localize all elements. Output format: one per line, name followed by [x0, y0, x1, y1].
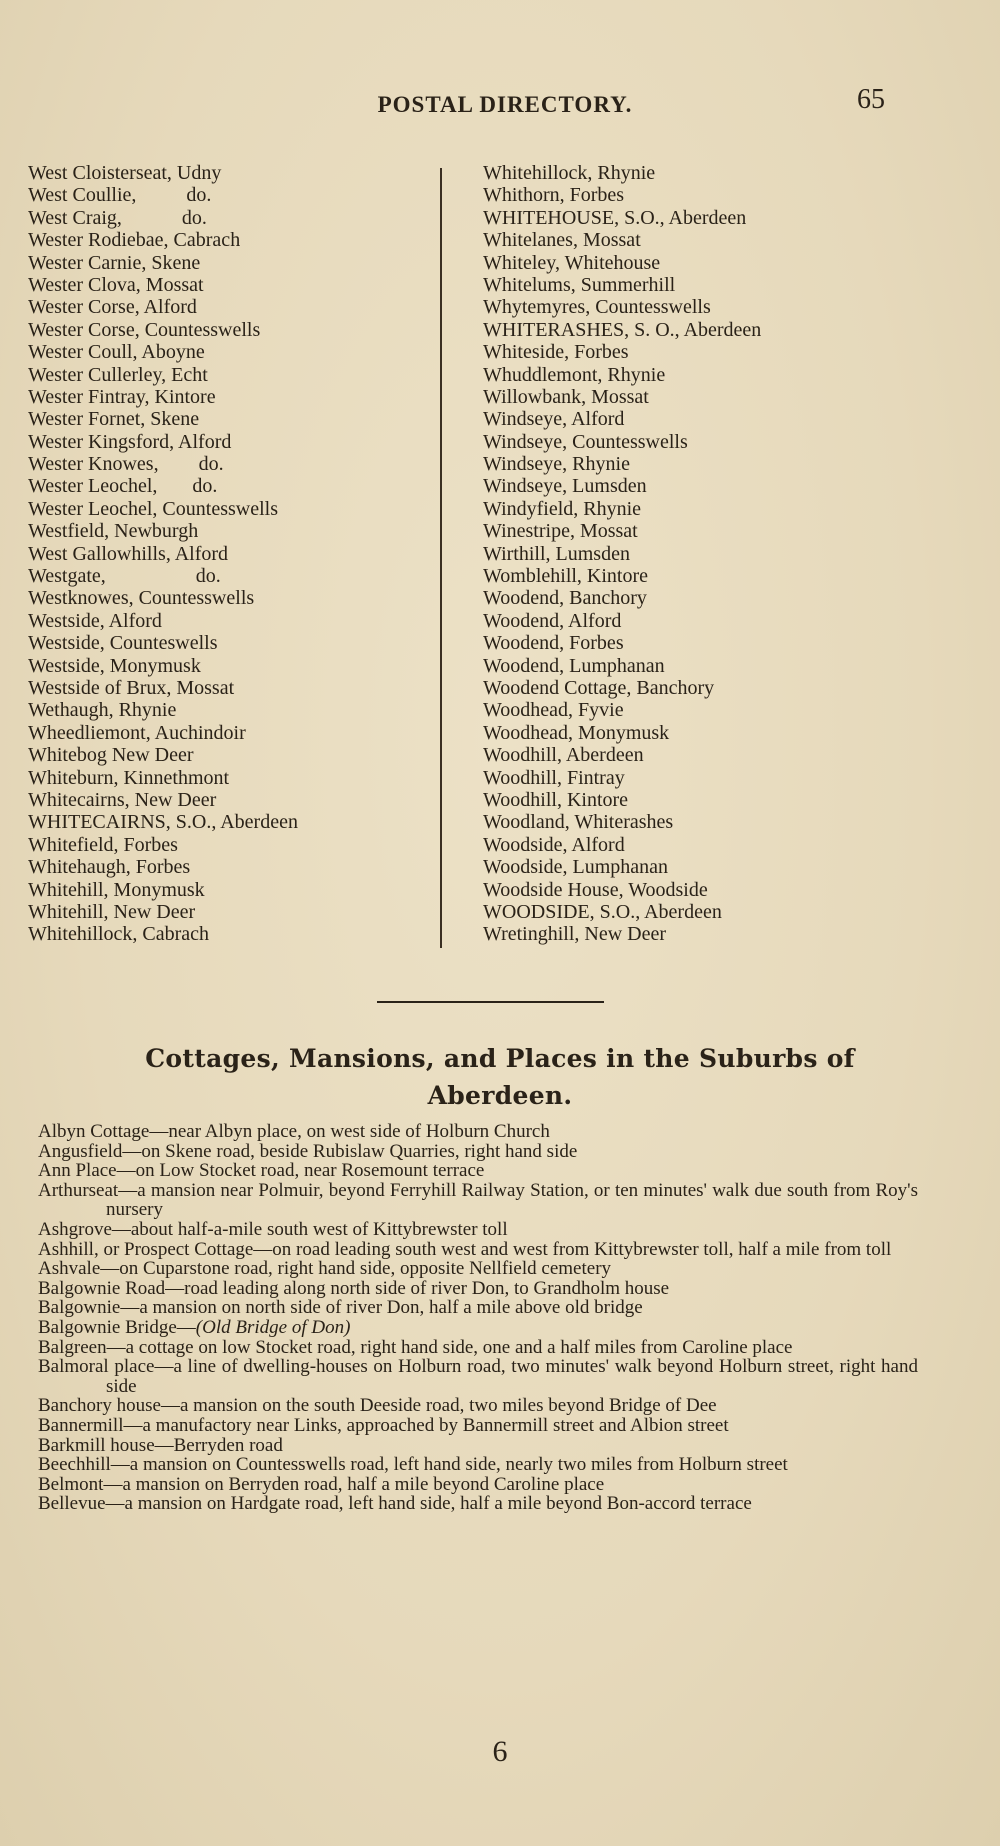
directory-entry: Westfield, Newburgh: [28, 520, 199, 543]
directory-entry: Whitelums, Summerhill: [483, 273, 676, 296]
suburb-entry: [38, 1357, 918, 1396]
suburb-entry-text: Balmoral place—a line of dwelling-houses on Holburn road, two minutes' walk beyond Holburn street, right hand side: [38, 1356, 918, 1397]
directory-entry: Whitebog New Deer: [28, 744, 194, 767]
suburb-entry: [38, 1161, 918, 1181]
directory-entry: Windseye, Lumsden: [483, 475, 647, 498]
directory-entry: Wester Leochel, Countesswells: [28, 497, 278, 520]
suburb-entry: [38, 1220, 918, 1240]
suburb-entry-text: Balgownie Road—road leading along north side of river Don, to Grandholm house: [38, 1277, 670, 1299]
directory-entry: Whithorn, Forbes: [483, 184, 625, 207]
directory-entry: West Cloisterseat, Udny: [28, 162, 222, 184]
suburb-entry-text: Albyn Cottage—near Albyn place, on west side of Holburn Church: [38, 1121, 550, 1142]
suburb-entry-text: Balgreen—a cottage on low Stocket road, right hand side, one and a half miles from Caroline place: [38, 1336, 793, 1358]
directory-entry: Winestripe, Mossat: [483, 520, 638, 543]
suburb-entry: [38, 1338, 918, 1358]
directory-entry: Woodhead, Fyvie: [483, 699, 624, 722]
suburb-entry: [38, 1494, 918, 1514]
suburb-entry-text: Beechhill—a mansion on Countesswells road, left hand side, nearly two miles from Holburn street: [38, 1454, 788, 1476]
directory-entry: Wester Clova, Mossat: [28, 273, 204, 296]
directory-entry: Westgate, do.: [28, 565, 221, 588]
directory-entry: Woodside House, Woodside: [483, 878, 708, 901]
directory-entry: Whitehillock, Cabrach: [28, 923, 210, 946]
suburb-entry-text: Balgownie—a mansion on north side of river Don, half a mile above old bridge: [38, 1297, 643, 1319]
directory-entry: Wester Carnie, Skene: [28, 251, 201, 274]
suburb-entry: [38, 1416, 918, 1436]
directory-entry: West Coullie, do.: [28, 184, 212, 207]
directory-entry: Woodend, Forbes: [483, 632, 624, 655]
suburb-entry-italic: (Old Bridge of Don): [195, 1316, 351, 1338]
suburb-entry-text: Ann Place—on Low Stocket road, near Rosemount terrace: [38, 1160, 485, 1182]
right-column: [483, 162, 963, 946]
directory-entry: Whitehillock, Rhynie: [483, 162, 656, 184]
directory-entry: West Gallowhills, Alford: [28, 542, 229, 565]
directory-entry: Wretinghill, New Deer: [483, 923, 667, 946]
directory-entry: Woodhill, Kintore: [483, 788, 629, 811]
directory-entry: Womblehill, Kintore: [483, 565, 649, 588]
suburb-entry: [38, 1240, 918, 1260]
suburb-entry: [38, 1181, 918, 1220]
directory-entry: WHITEHOUSE, S.O., Aberdeen: [483, 206, 747, 229]
directory-entry: Whitefield, Forbes: [28, 833, 178, 856]
directory-entry: Woodland, Whiterashes: [483, 811, 674, 834]
suburb-entry: [38, 1142, 918, 1162]
directory-entry: Whuddlemont, Rhynie: [483, 363, 666, 386]
directory-entry: Woodend, Alford: [483, 609, 622, 632]
suburb-entry-text: Banchory house—a mansion on the south Deeside road, two miles beyond Bridge of Dee: [38, 1395, 717, 1417]
suburb-entry: [38, 1436, 918, 1456]
directory-entry: Wester Cullerley, Echt: [28, 363, 208, 386]
signature-mark: 6: [492, 1735, 508, 1768]
directory-entry: Windyfield, Rhynie: [483, 497, 642, 520]
suburb-entry: [38, 1318, 918, 1338]
suburb-entry-text: Ashgrove—about half-a-mile south west of Kittybrewster toll: [38, 1218, 508, 1240]
suburb-entry: [38, 1259, 918, 1279]
directory-entry: Woodhill, Fintray: [483, 766, 625, 789]
column-divider: [440, 168, 442, 948]
directory-entry: Wester Corse, Countesswells: [28, 318, 261, 341]
directory-entry: Wester Fintray, Kintore: [28, 385, 216, 408]
section-heading: [0, 1040, 1000, 1114]
directory-entry: WHITERASHES, S. O., Aberdeen: [483, 318, 762, 341]
suburb-entry-text: Ashvale—on Cuparstone road, right hand side, opposite Nellfield cemetery: [38, 1258, 612, 1280]
section-heading-line1: Cottages, Mansions, and Places in the Suburbs of: [145, 1044, 855, 1073]
suburb-entry-text: Ashhill, or Prospect Cottage—on road leading south west and west from Kittybrewster toll, half a mile from toll: [38, 1238, 892, 1260]
directory-entry: Woodhill, Aberdeen: [483, 744, 644, 767]
directory-entry: Westside of Brux, Mossat: [28, 676, 235, 699]
directory-entry: Windseye, Alford: [483, 408, 625, 431]
suburb-entry-text: Belmont—a mansion on Berryden road, half a mile beyond Caroline place: [38, 1473, 605, 1495]
directory-entry: Wester Rodiebae, Cabrach: [28, 229, 241, 252]
directory-entry: Wester Kingsford, Alford: [28, 430, 232, 453]
suburb-entry: [38, 1298, 918, 1318]
directory-entry: Whiteside, Forbes: [483, 341, 629, 364]
directory-entry: Whitecairns, New Deer: [28, 788, 217, 811]
directory-entry: Wester Leochel, do.: [28, 475, 218, 498]
directory-entry: Whitehaugh, Forbes: [28, 856, 191, 879]
directory-entry: Woodend, Lumphanan: [483, 654, 665, 677]
directory-entry: Wester Corse, Alford: [28, 296, 197, 319]
left-column: [28, 162, 428, 946]
directory-entry: Whitehill, Monymusk: [28, 878, 205, 901]
suburb-entry-text: Barkmill house—Berryden road: [38, 1434, 283, 1456]
directory-entry: WOODSIDE, S.O., Aberdeen: [483, 900, 722, 923]
directory-entry: West Craig, do.: [28, 206, 207, 229]
directory-entry: Westside, Alford: [28, 609, 162, 632]
directory-entry: Woodside, Lumphanan: [483, 856, 669, 879]
directory-entry: Westside, Monymusk: [28, 654, 201, 677]
directory-entry: Whytemyres, Countesswells: [483, 296, 711, 319]
directory-entry: Whiteley, Whitehouse: [483, 251, 661, 274]
directory-entry: Westknowes, Countesswells: [28, 587, 255, 610]
page-header-title: POSTAL DIRECTORY.: [377, 92, 633, 117]
directory-entry: Westside, Counteswells: [28, 632, 218, 655]
directory-entry: Woodend Cottage, Banchory: [483, 676, 715, 699]
suburb-entry-text: Bellevue—a mansion on Hardgate road, left hand side, half a mile beyond Bon-accord terrace: [38, 1493, 752, 1515]
suburb-entry: [38, 1475, 918, 1495]
directory-entry: Whitehill, New Deer: [28, 900, 196, 923]
directory-entry: Woodhead, Monymusk: [483, 721, 670, 744]
directory-entry: Whitelanes, Mossat: [483, 229, 641, 252]
directory-entry: Wirthill, Lumsden: [483, 542, 630, 565]
directory-entry: Wethaugh, Rhynie: [28, 699, 177, 722]
suburb-entry: [38, 1455, 918, 1475]
directory-entry: Wheedliemont, Auchindoir: [28, 721, 246, 744]
suburb-entry: [38, 1122, 918, 1142]
directory-entry: WHITECAIRNS, S.O., Aberdeen: [28, 811, 298, 834]
suburbs-list: [38, 1122, 918, 1514]
directory-entry: Woodside, Alford: [483, 833, 625, 856]
directory-entry: Willowbank, Mossat: [483, 385, 649, 408]
section-divider: [377, 1001, 604, 1003]
section-heading-line2: Aberdeen.: [427, 1081, 573, 1110]
directory-entry: Whiteburn, Kinnethmont: [28, 766, 230, 789]
suburb-entry-text: Bannermill—a manufactory near Links, approached by Bannermill street and Albion street: [38, 1414, 729, 1436]
directory-entry: Wester Fornet, Skene: [28, 408, 200, 431]
directory-entry: Woodend, Banchory: [483, 587, 647, 610]
page-number: 65: [857, 84, 885, 115]
directory-entry: Windseye, Rhynie: [483, 453, 630, 476]
suburb-entry-text: Arthurseat—a mansion near Polmuir, beyond Ferryhill Railway Station, or ten minutes' walk due south from Roy's nursery: [38, 1179, 918, 1221]
suburb-entry-text: Balgownie Bridge—: [38, 1316, 196, 1338]
suburb-entry-text: Angusfield—on Skene road, beside Rubislaw Quarries, right hand side: [38, 1140, 578, 1162]
directory-entry: Wester Knowes, do.: [28, 453, 224, 476]
suburb-entry: [38, 1279, 918, 1299]
directory-entry: Wester Coull, Aboyne: [28, 341, 205, 364]
directory-entry: Windseye, Countesswells: [483, 430, 688, 453]
suburb-entry: [38, 1396, 918, 1416]
